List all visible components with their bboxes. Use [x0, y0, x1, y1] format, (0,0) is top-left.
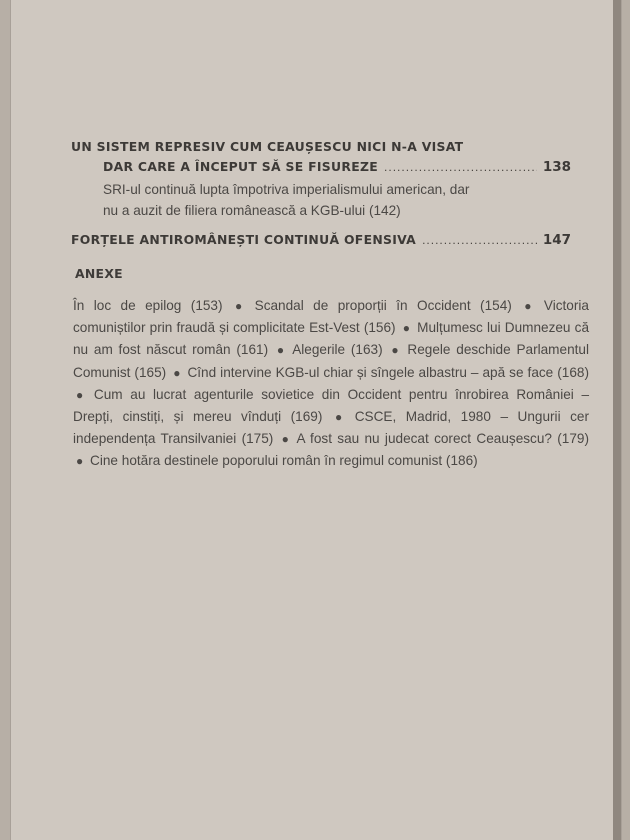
toc-subentry-line1: SRI-ul continuă lupta împotriva imperialismului american, dar	[103, 182, 470, 197]
toc-page-number: 147	[542, 232, 571, 248]
bullet-separator: ●	[334, 410, 343, 425]
book-page	[10, 0, 622, 840]
anexe-item: Cine hotăra destinele poporului român în regimul comunist (186)	[90, 453, 478, 469]
toc-subentry	[71, 179, 571, 221]
bullet-separator: ●	[276, 343, 285, 358]
anexe-item: Mulțumesc lui Dumnezeu că nu am fost născut român (161)	[73, 320, 590, 358]
anexe-item: CSCE, Madrid, 1980 – Ungurii cer independența Transilvaniei (175)	[73, 409, 590, 447]
anexe-item: Scandal de proporții în Occident (154)	[254, 298, 512, 313]
anexe-item: Alegerile (163)	[292, 342, 383, 358]
toc-entry-title-line2: DAR CARE A ÎNCEPUT SĂ SE FISUREZE	[103, 159, 379, 174]
toc-entry-row	[71, 232, 571, 248]
anexe-item: În loc de epilog (153)	[73, 298, 223, 313]
bullet-separator: ●	[402, 321, 410, 336]
bullet-separator: ●	[524, 299, 532, 313]
bullet-separator: ●	[281, 432, 289, 447]
bullet-separator: ●	[76, 454, 84, 469]
toc-page-number: 138	[542, 159, 571, 175]
toc-entry-sistem-represiv	[71, 139, 571, 221]
anexe-list	[73, 295, 589, 473]
bullet-separator: ●	[173, 365, 181, 380]
anexe-heading: ANEXE	[75, 266, 123, 281]
bullet-separator: ●	[391, 343, 399, 358]
anexe-item: Cum au lucrat agenturile sovietice din Occident pentru înrobirea României – Drepți, cinstiți, și mereu vînduți (169)	[73, 386, 589, 425]
toc-entry-title-line1: UN SISTEM REPRESIV CUM CEAUȘESCU NICI N-A VISAT	[71, 139, 464, 154]
page-edge-shadow	[613, 0, 621, 840]
toc-entry-title-line2-row	[71, 159, 571, 175]
anexe-item: Cînd intervine KGB-ul chiar și sîngele albastru – apă se face (168)	[187, 364, 589, 380]
dot-leader	[384, 160, 537, 174]
bullet-separator: ●	[76, 387, 84, 402]
anexe-item: A fost sau nu judecat corect Ceaușescu? (179)	[296, 431, 590, 447]
toc-entry-fortele	[71, 232, 571, 248]
toc-entry-title: FORȚELE ANTIROMÂNEȘTI CONTINUĂ OFENSIVA	[71, 232, 417, 247]
toc-subentry-line2: nu a auzit de filiera românească a KGB-ului (142)	[103, 203, 401, 218]
dot-leader	[422, 233, 537, 247]
anexe-item: Victoria comuniștilor prin fraudă și complicitate Est-Vest (156)	[73, 298, 589, 336]
anexe-item: Regele deschide Parlamentul Comunist (165)	[73, 342, 589, 380]
bullet-separator: ●	[234, 299, 243, 313]
